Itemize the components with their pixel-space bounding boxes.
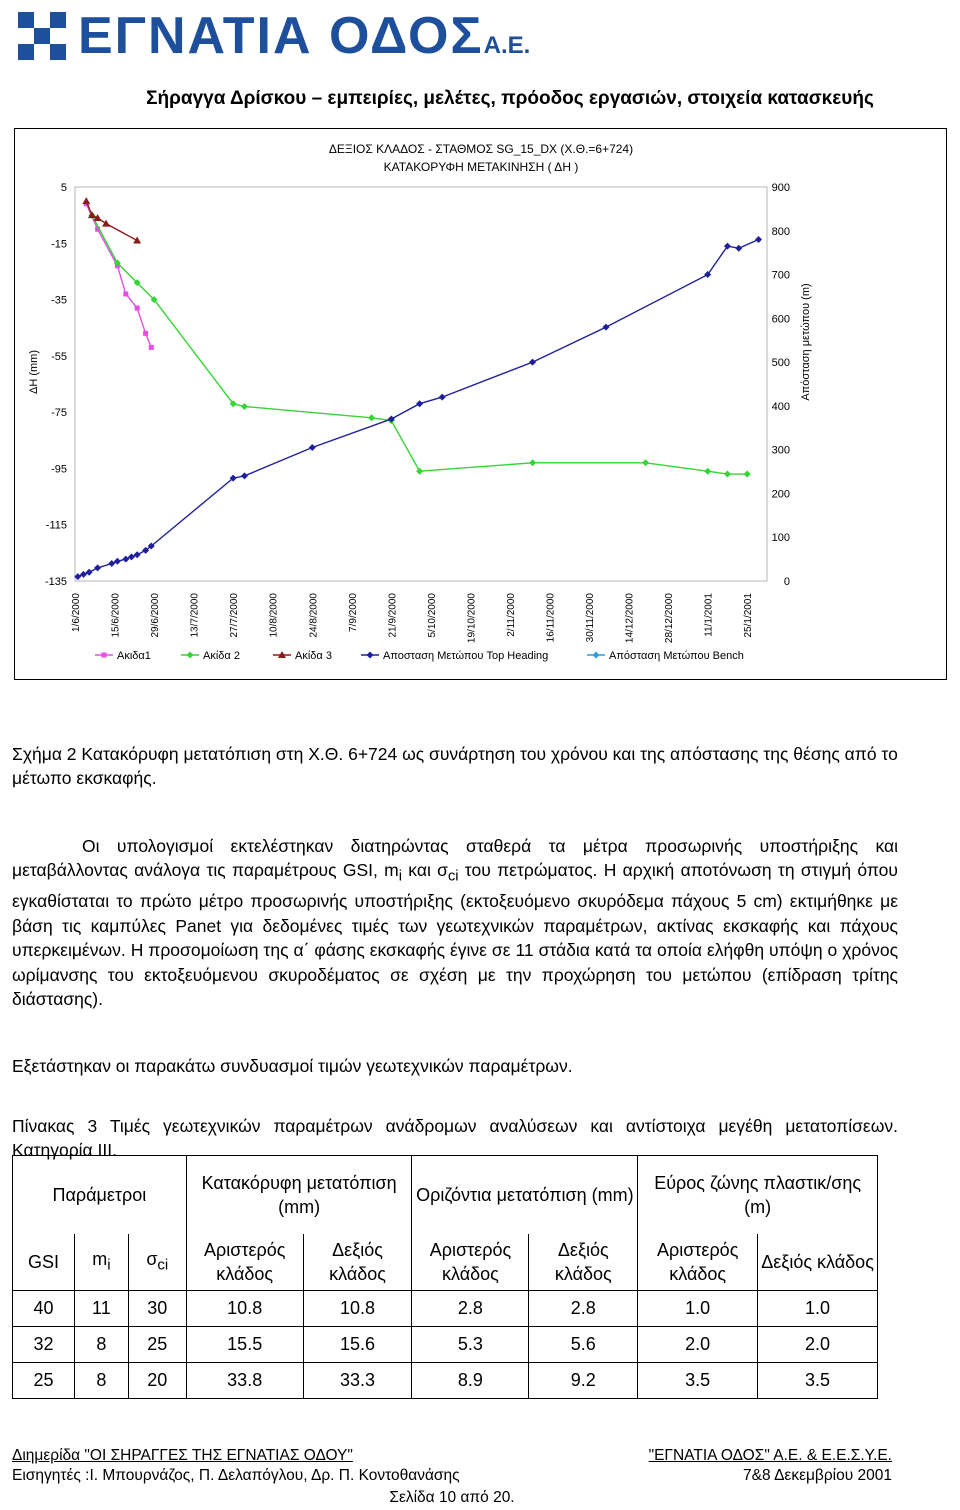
chart-svg (15, 129, 948, 681)
y-axis-label: ΔΗ (mm) (28, 350, 40, 394)
data-point (309, 444, 316, 451)
table-cell: 40 (13, 1291, 75, 1327)
chart-title: ΔΕΞΙΟΣ ΚΛΑΔΟΣ - ΣΤΑΘΜΟΣ SG_15_DX (Χ.Θ.=6+724) (328, 142, 634, 156)
table-cell: 25 (13, 1363, 75, 1399)
x-tick-label: 29/6/2000 (150, 593, 162, 638)
data-point (102, 220, 110, 227)
table-cell: 33.8 (186, 1363, 303, 1399)
y-tick-label: -75 (51, 407, 67, 420)
table-cell: 8.9 (412, 1363, 529, 1399)
table-cell: 15.5 (186, 1327, 303, 1363)
x-tick-label: 28/12/2000 (664, 593, 676, 644)
vertical-disp-header: Κατακόρυφη μετατόπιση (mm) (186, 1156, 412, 1235)
table-cell: 15.6 (303, 1327, 412, 1363)
series-line (86, 204, 151, 348)
data-point (82, 197, 90, 204)
x-tick-label: 5/10/2000 (426, 593, 438, 638)
x-tick-label: 15/6/2000 (110, 593, 122, 638)
zone-left-header: Αριστερός κλάδος (638, 1234, 758, 1291)
table-cell: 8 (74, 1327, 128, 1363)
mi-header: $m_i$ (74, 1234, 128, 1291)
y-right-tick-label: 300 (771, 444, 790, 457)
x-tick-label: 7/9/2000 (347, 593, 359, 632)
y-tick-label: 5 (60, 182, 67, 194)
table-cell: 11 (74, 1291, 128, 1327)
data-point (735, 245, 742, 252)
y-right-tick-label: 0 (783, 576, 790, 588)
data-point (102, 653, 107, 658)
x-tick-label: 19/10/2000 (466, 593, 478, 644)
x-tick-label: 1/6/2000 (71, 593, 82, 632)
plot-area (75, 187, 767, 581)
data-point (704, 468, 711, 475)
param-header: Παράμετροι (13, 1156, 187, 1235)
y-right-tick-label: 800 (771, 225, 790, 238)
legend-label: Απόσταση Μετώπου Bench (609, 650, 744, 662)
table-cell: 9.2 (529, 1363, 638, 1399)
y-right-tick-label: 600 (771, 313, 790, 326)
data-point (135, 306, 140, 311)
data-point (94, 564, 101, 571)
y-tick-label: -115 (45, 519, 67, 532)
data-point (439, 394, 446, 401)
table-cell: 30 (128, 1291, 186, 1327)
table-cell: 20 (128, 1363, 186, 1399)
table-cell: 8 (74, 1363, 128, 1399)
data-point (603, 324, 610, 331)
y-right-tick-label: 500 (771, 357, 790, 370)
y-tick-label: -35 (51, 294, 67, 307)
chart-subtitle: ΚΑΤΑΚΟΡΥΦΗ ΜΕΤΑΚΙΝΗΣΗ ( ΔΗ ) (383, 160, 579, 174)
x-tick-label: 30/11/2000 (585, 593, 597, 643)
table-header-row (13, 1156, 878, 1235)
data-point (241, 403, 248, 410)
x-tick-label: 16/11/2000 (545, 593, 557, 643)
table-cell: 33.3 (303, 1363, 412, 1399)
data-point (241, 472, 248, 479)
table-cell: 2.8 (412, 1291, 529, 1327)
footer-event: Διημερίδα "ΟΙ ΣΗΡΑΓΓΕΣ ΤΗΣ ΕΓΝΑΤΙΑΣ ΟΔΟΥ" (12, 1447, 353, 1464)
parameters-table (12, 1155, 878, 1399)
y-right-axis-label: Απόσταση μετώπου (m) (800, 283, 812, 401)
y-right-tick-label: 900 (771, 182, 790, 194)
x-tick-label: 14/12/2000 (624, 593, 636, 644)
data-point (367, 652, 374, 659)
table-cell: 10.8 (186, 1291, 303, 1327)
legend-label: Ακίδα 3 (295, 650, 332, 662)
paragraph-combinations: Εξετάστηκαν οι παρακάτω συνδυασμοί τιμών γεωτεχνικών παραμέτρων. (12, 1055, 573, 1076)
x-tick-label: 2/11/2000 (505, 593, 517, 637)
x-tick-label: 11/1/2001 (703, 593, 715, 637)
table-row (13, 1363, 878, 1399)
table-cell: 2.0 (638, 1327, 758, 1363)
table-cell: 2.8 (529, 1291, 638, 1327)
data-point (416, 400, 423, 407)
y-right-tick-label: 200 (771, 488, 790, 501)
table-cell: 5.3 (412, 1327, 529, 1363)
vert-right-header: Δεξιός κλάδος (303, 1234, 412, 1291)
footer-organizer: "ΕΓΝΑΤΙΑ ΟΔΟΣ" Α.Ε. & Ε.Ε.Σ.Υ.Ε. (648, 1447, 892, 1464)
data-point (149, 345, 154, 350)
data-point (755, 236, 762, 243)
table-cell: 3.5 (758, 1363, 878, 1399)
footer-date: 7&8 Δεκεμβρίου 2001 (743, 1467, 892, 1484)
figure-caption: Σχήμα 2 Κατακόρυφη μετατόπιση στη Χ.Θ. 6+724 ως συνάρτηση του χρόνου και της απόστασης της θέσης από το μέτωπο εκσκαφής. (12, 743, 898, 788)
plastic-zone-header: Εύρος ζώνης πλαστικ/σης (m) (638, 1156, 878, 1235)
data-point (133, 236, 141, 243)
table-cell: 32 (13, 1327, 75, 1363)
gsi-header: GSI (13, 1234, 75, 1291)
document-title: Σήραγγα Δρίσκου – εμπειρίες, μελέτες, πρόοδος εργασιών, στοιχεία κατασκευής (146, 88, 874, 109)
data-point (744, 471, 751, 478)
horiz-right-header: Δεξιός κλάδος (529, 1234, 638, 1291)
data-point (368, 414, 375, 421)
page-number: Σελίδα 10 από 20. (389, 1489, 515, 1506)
displacement-chart (14, 128, 947, 680)
table-cell: 1.0 (638, 1291, 758, 1327)
y-tick-label: -95 (51, 463, 67, 476)
table-cell: 25 (128, 1327, 186, 1363)
x-tick-label: 13/7/2000 (189, 593, 201, 638)
legend-label: Ακίδα 2 (203, 650, 240, 662)
horiz-left-header: Αριστερός κλάδος (412, 1234, 529, 1291)
legend-label: Ακιδα1 (117, 650, 151, 662)
table-cell: 10.8 (303, 1291, 412, 1327)
x-tick-label: 21/9/2000 (387, 593, 399, 638)
y-tick-label: -15 (51, 238, 67, 251)
y-right-tick-label: 100 (771, 532, 790, 545)
series-line (78, 240, 759, 577)
table-cell: 5.6 (529, 1327, 638, 1363)
egnatia-logo (12, 6, 531, 66)
footer-authors: Εισηγητές :Ι. Μπουρνάζος, Π. Δελαπόγλου, Δρ. Π. Κοντοθανάσης (12, 1467, 460, 1484)
table-subheader-row (13, 1234, 878, 1291)
y-tick-label: -55 (51, 350, 67, 363)
legend-label: Αποσταση Μετώπου Top Heading (383, 650, 549, 662)
data-point (143, 331, 148, 336)
series-line (92, 215, 747, 474)
data-point (724, 471, 731, 478)
data-point (529, 459, 536, 466)
horizontal-disp-header: Οριζόντια μετατόπιση (mm) (412, 1156, 638, 1235)
y-tick-label: -135 (44, 576, 67, 588)
data-point (123, 291, 128, 296)
table-row (13, 1291, 878, 1327)
table-cell: 1.0 (758, 1291, 878, 1327)
x-tick-label: 25/1/2001 (743, 593, 755, 638)
x-tick-label: 24/8/2000 (308, 593, 320, 638)
vert-left-header: Αριστερός κλάδος (186, 1234, 303, 1291)
table-row (13, 1327, 878, 1363)
data-point (593, 652, 600, 659)
data-point (187, 652, 194, 659)
data-point (529, 359, 536, 366)
y-right-tick-label: 400 (771, 400, 790, 413)
x-tick-label: 10/8/2000 (268, 593, 280, 638)
sci-header: $\sigma_{ci}$ (128, 1234, 186, 1291)
paragraph-calculations: Οι υπολογισμοί εκτελέστηκαν διατηρώντας σταθερά τα μέτρα προσωρινής υποστήριξης και μεταβάλλοντας ανάλογα τις παραμέτρους GSI, $m_i$ και $\sigma_{ci}$ του πετρώματος. Η αρχική αποτόνωση τη στιγμή όπου εγκαθίσταται το πρώτο μέτρο προσωρινής υποστήριξης (εκτοξευόμενο σκυρόδεμα πάχους 5 cm) εκτιμήθηκε με βάση τις καμπύλες Panet για δεδομένες τιμές των γεωτεχνικών παραμέτρων, ακτίνας εκσκαφής και πάχους υπερκειμένων. Η προσομοίωση της α΄ φάσης εκσκαφής έγινε σε 11 στάδια κατά τα οποία ελήφθη υπόψη ο χρόνος ωρίμανσης του εκτοξευόμενου σκυροδέματος σε σχέση με την προχώρηση του μετώπου (επίδραση τρίτης διάστασης). (12, 835, 898, 1009)
y-right-tick-label: 700 (771, 269, 790, 282)
table-cell: 2.0 (758, 1327, 878, 1363)
data-point (416, 468, 423, 475)
table-cell: 3.5 (638, 1363, 758, 1399)
zone-right-header: Δεξιός κλάδος (758, 1234, 878, 1291)
table-caption: Πίνακας 3 Τιμές γεωτεχνικών παραμέτρων ανάδρομων αναλύσεων και αντίστοιχα μεγέθη μετατοπίσεων. Κατηγορία ΙΙΙ. (12, 1115, 898, 1160)
logo-mark-icon (12, 6, 72, 66)
data-point (642, 459, 649, 466)
x-tick-label: 27/7/2000 (229, 593, 241, 638)
logo-suffix: Α.Ε. (483, 32, 531, 59)
logo-text: ΕΓΝΑΤΙΑ ΟΔΟΣΑ.Ε. (78, 7, 531, 65)
